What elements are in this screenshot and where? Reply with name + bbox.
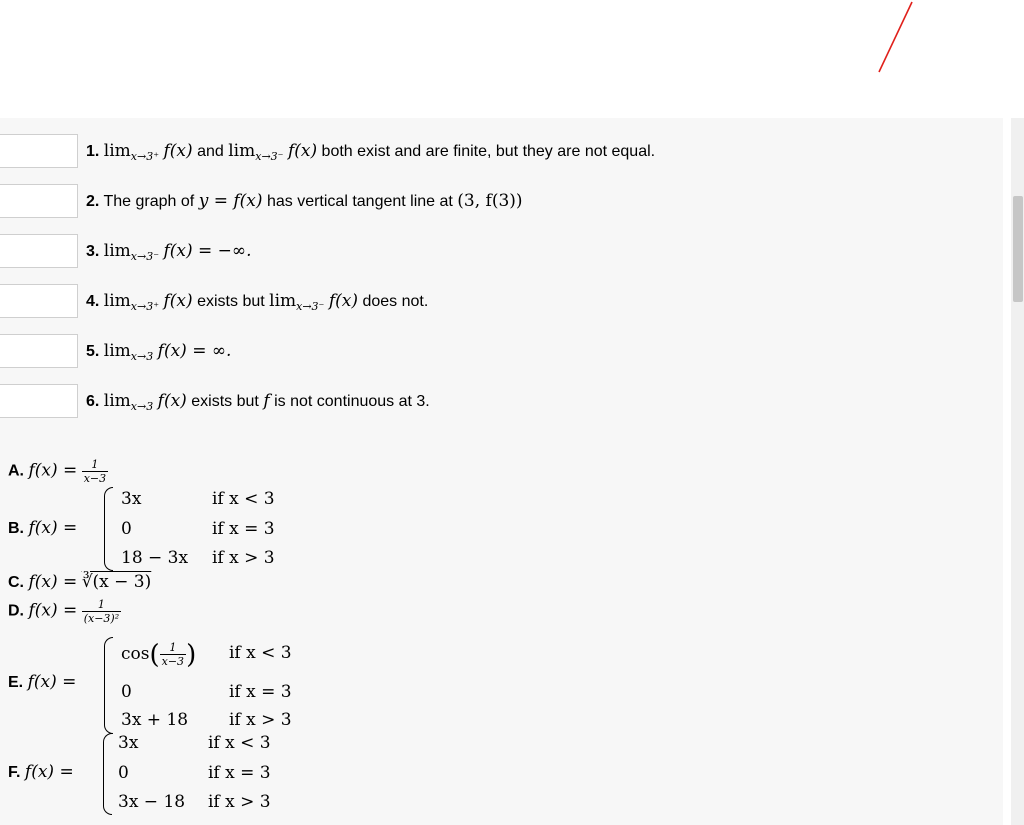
option-b: B. f(x) = xyxy=(8,518,78,538)
option-c: C. f(x) = ∛(x − 3) xyxy=(8,572,152,592)
answer-input-1[interactable] xyxy=(0,134,78,168)
statement-text-3: 3. $\lim_{x\to 3^-} f(x)$ = −∞. xyxy=(86,241,252,263)
answer-input-2[interactable] xyxy=(0,184,78,218)
statement-text-6: 6. $\lim_{x\to 3} f(x)$ exists but f is not continuous at 3. xyxy=(86,391,430,413)
brace xyxy=(104,637,113,734)
statement-text-4: 4. $\lim_{x\to 3^+} f(x)$ exists but $\lim_{x\to 3^-} f(x)$ does not. xyxy=(86,291,429,313)
fraction: $\frac{1}{x-3}$ xyxy=(83,458,107,485)
option-d: D. f(x) = $\frac{1}{\text{(x−3)²}}$ xyxy=(8,598,120,625)
answer-input-5[interactable] xyxy=(0,334,78,368)
brace xyxy=(103,733,112,815)
statement-text-2: 2. The graph of y = f(x) has vertical tangent line at (3, f(3)) xyxy=(86,191,523,211)
statement-text-1: 1. $\lim_{x\to 3^+} f(x)$ and $\lim_{x\to 3^-} f(x)$ both exist and are finite, but they are not equal. xyxy=(86,141,656,163)
fraction: $\frac{1}{\text{(x−3)²}}$ xyxy=(83,598,120,625)
brace xyxy=(104,487,113,571)
cos-term: cos( $\frac{1}{x-3}$ ) xyxy=(121,640,197,670)
scrollbar-thumb[interactable] xyxy=(1013,196,1023,302)
statement-text-5: 5. $\lim_{x\to 3} f(x)$ = ∞. xyxy=(86,341,232,363)
answer-input-3[interactable] xyxy=(0,234,78,268)
option-e: E. f(x) = xyxy=(8,672,77,692)
option-f: F. f(x) = xyxy=(8,762,74,782)
red-pen-mark xyxy=(0,0,1024,118)
answer-input-4[interactable] xyxy=(0,284,78,318)
top-area xyxy=(0,0,1024,118)
option-a: A. f(x) = $\frac{1}{x-3}$ xyxy=(8,458,107,485)
answer-input-6[interactable] xyxy=(0,384,78,418)
